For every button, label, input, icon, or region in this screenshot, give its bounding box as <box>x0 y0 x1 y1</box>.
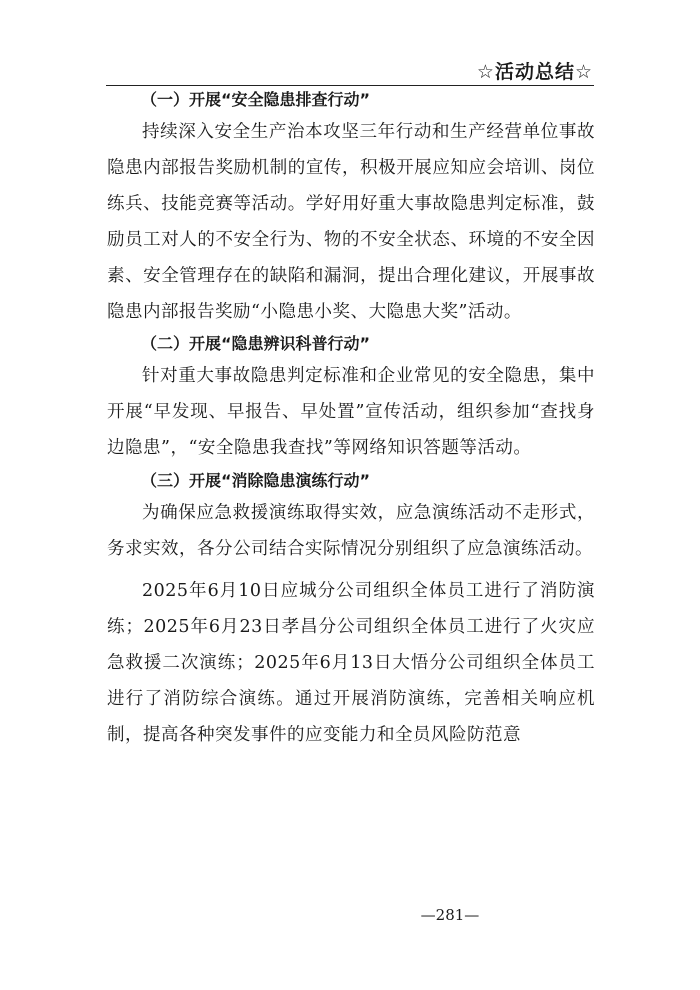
section-heading-1: （一）开展“安全隐患排查行动” <box>141 90 371 109</box>
section-2-paragraph-1: 针对重大事故隐患判定标准和企业常见的安全隐患，集中开展“早发现、早报告、早处置”宣传活动，组织参加“查找身边隐患”，“安全隐患我查找”等网络知识答题等活动。 <box>107 366 595 458</box>
section-3-paragraph-2: 2025年6月10日应城分公司组织全体员工进行了消防演练；2025年6月23日孝昌分公司组织全体员工进行了火灾应急救援二次演练；2025年6月13日大悟分公司组织全体员工进行了消防综合演练。通过开展消防演练，完善相关响应机制，提高各种突发事件的应变能力和全员风险防范意 <box>107 581 595 745</box>
header-title: ☆活动总结☆ <box>476 61 593 83</box>
page-number: —281— <box>420 906 480 924</box>
section-heading-2: （二）开展“隐患辨识科普行动” <box>141 334 371 353</box>
section-1-paragraph-1: 持续深入安全生产治本攻坚三年行动和生产经营单位事故隐患内部报告奖励机制的宣传，积极开展应知应会培训、岗位练兵、技能竞赛等活动。学好用好重大事故隐患判定标准，鼓励员工对人的不安全行为、物的不安全状态、环境的不安全因素、安全管理存在的缺陷和漏洞，提出合理化建议，开展事故隐患内部报告奖励“小隐患小奖、大隐患大奖”活动。 <box>107 122 595 322</box>
document-body <box>107 86 595 753</box>
section-heading-3: （三）开展“消除隐患演练行动” <box>141 471 371 490</box>
section-3-paragraph-1: 为确保应急救援演练取得实效，应急演练活动不走形式，务求实效，各分公司结合实际情况分别组织了应急演练活动。 <box>107 503 595 559</box>
